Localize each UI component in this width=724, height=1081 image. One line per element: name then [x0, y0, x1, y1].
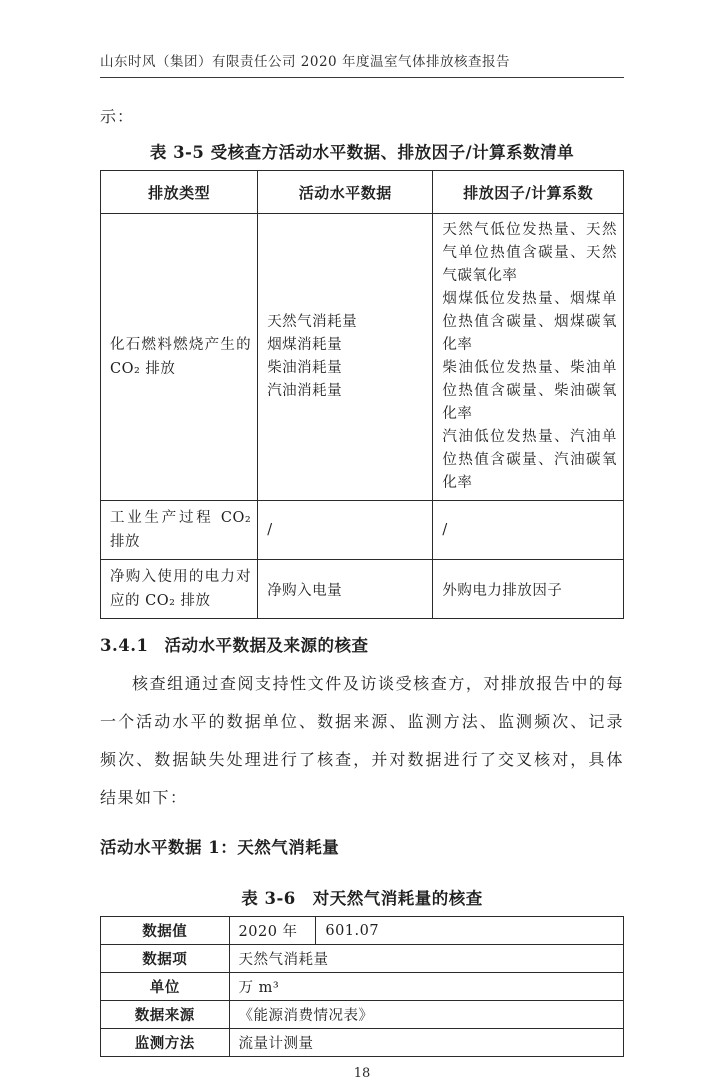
- column-header-emission-factor: 排放因子/计算系数: [433, 171, 624, 214]
- section-heading-3-4-1: [100, 632, 624, 656]
- cell-value: 《能源消费情况表》: [229, 1001, 623, 1029]
- cell-emission-type: 工业生产过程 CO₂ 排放: [101, 501, 258, 560]
- cell-emission-factors: /: [433, 501, 624, 560]
- table-3-5-header-row: [101, 171, 624, 214]
- cell-activity-data: 净购入电量: [258, 560, 433, 619]
- section-title: 活动水平数据及来源的核查: [164, 636, 369, 655]
- column-header-emission-type: 排放类型: [101, 171, 258, 214]
- activity-line: 汽油消耗量: [267, 383, 343, 399]
- cell-emission-type: 净购入使用的电力对应的 CO₂ 排放: [101, 560, 258, 619]
- table-3-6: [100, 916, 624, 1057]
- cell-emission-factors: [433, 214, 624, 501]
- activity-line: 柴油消耗量: [267, 360, 343, 376]
- table-row-data-item: [101, 945, 624, 973]
- row-label: 数据来源: [101, 1001, 230, 1029]
- factor-line: 汽油低位发热量、汽油单位热值含碳量、汽油碳氧化率: [442, 429, 617, 491]
- row-label: 数据项: [101, 945, 230, 973]
- activity-line: 烟煤消耗量: [267, 337, 343, 353]
- table-row-fossil-fuel: [101, 214, 624, 501]
- activity-line: 天然气消耗量: [267, 314, 358, 330]
- column-header-activity-data: 活动水平数据: [258, 171, 433, 214]
- table-row-purchased-electricity: [101, 560, 624, 619]
- cell-activity-data: /: [258, 501, 433, 560]
- cell-value: 天然气消耗量: [229, 945, 623, 973]
- table-3-5-title: 表 3-5 受核查方活动水平数据、排放因子/计算系数清单: [149, 143, 575, 162]
- body-paragraph: 核查组通过查阅支持性文件及访谈受核查方，对排放报告中的每一个活动水平的数据单位、数据来源、监测方法、监测频次、记录频次、数据缺失处理进行了核查，并对数据进行了交叉核对，具体结果如下：: [100, 674, 624, 807]
- table-row-monitoring-method: [101, 1029, 624, 1057]
- row-label: 数据值: [101, 917, 230, 945]
- table-row-unit: [101, 973, 624, 1001]
- cell-year: 2020 年: [229, 917, 316, 945]
- document-page: [100, 0, 624, 1081]
- page-number: 18: [353, 1066, 371, 1081]
- table-row-data-value: [101, 917, 624, 945]
- table-row-industrial-process: [101, 501, 624, 560]
- cell-emission-factors: 外购电力排放因子: [433, 560, 624, 619]
- cell-value: 601.07: [316, 917, 624, 945]
- table-row-data-source: [101, 1001, 624, 1029]
- row-label: 监测方法: [101, 1029, 230, 1057]
- running-header: 山东时风（集团）有限责任公司 2020 年度温室气体排放核查报告: [100, 50, 624, 78]
- factor-line: 柴油低位发热量、柴油单位热值含碳量、柴油碳氧化率: [442, 360, 617, 422]
- cell-emission-type: 化石燃料燃烧产生的 CO₂ 排放: [101, 214, 258, 501]
- activity-data-1-heading: 活动水平数据 1：天然气消耗量: [100, 838, 340, 857]
- cell-value: 万 m³: [229, 973, 623, 1001]
- table-3-5: [100, 170, 624, 619]
- cell-value: 流量计测量: [229, 1029, 623, 1057]
- section-number: 3.4.1: [100, 636, 149, 655]
- cell-activity-data: [258, 214, 433, 501]
- table-3-6-title: 表 3-6 对天然气消耗量的核查: [241, 889, 483, 908]
- intro-text: 示：: [100, 107, 135, 126]
- row-label: 单位: [101, 973, 230, 1001]
- factor-line: 天然气低位发热量、天然气单位热值含碳量、天然气碳氧化率: [442, 222, 617, 284]
- factor-line: 烟煤低位发热量、烟煤单位热值含碳量、烟煤碳氧化率: [442, 291, 617, 353]
